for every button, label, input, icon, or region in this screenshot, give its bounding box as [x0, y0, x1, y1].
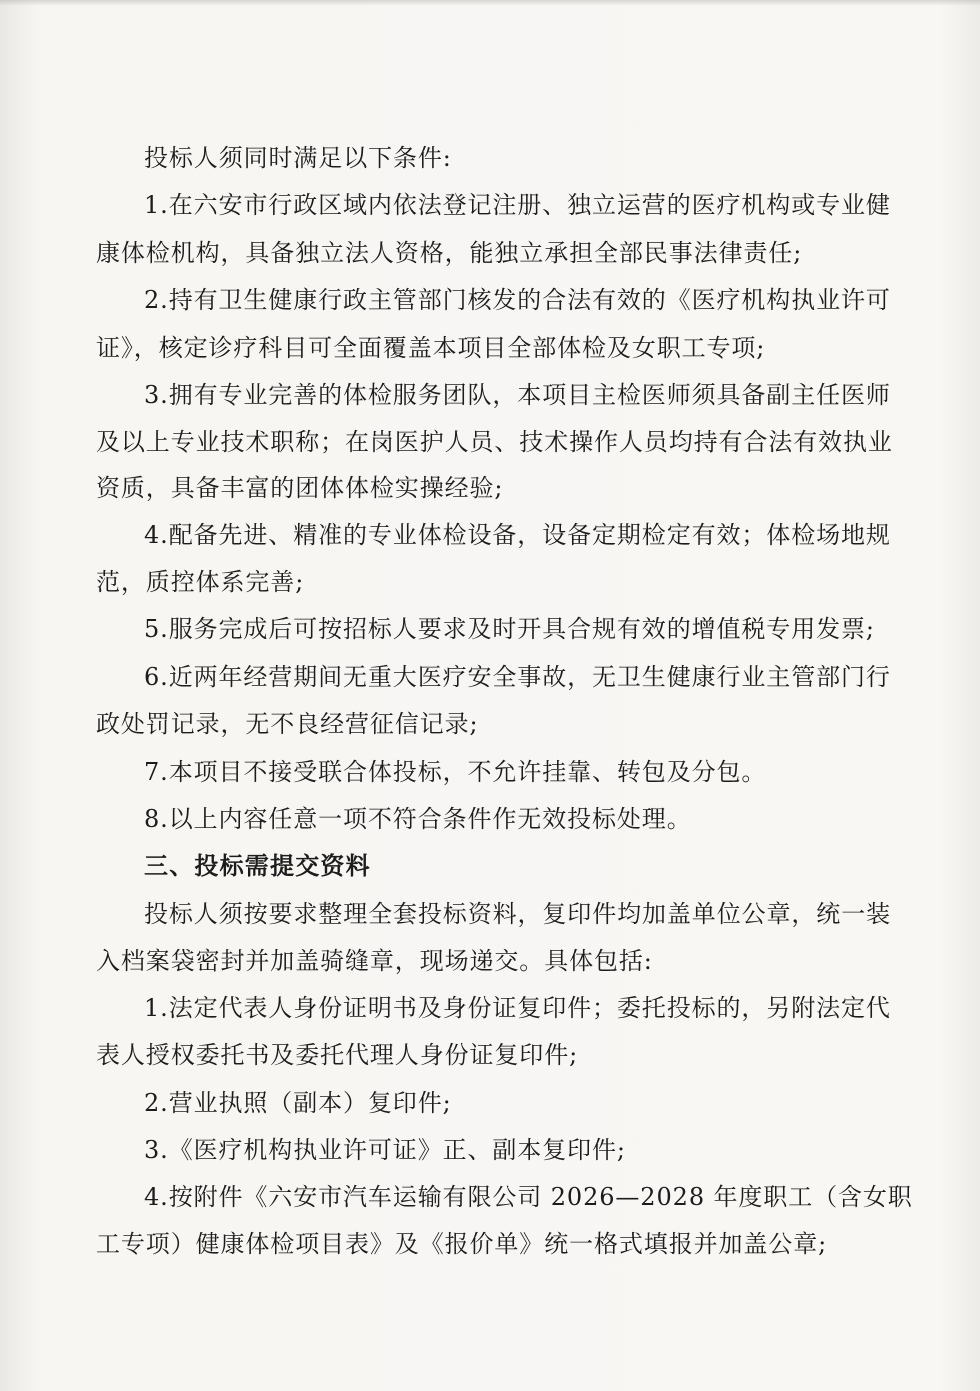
- text-line-item-2: 2.持有卫生健康行政主管部门核发的合法有效的《医疗机构执业许可: [144, 286, 891, 314]
- text-line-item-4: 4.配备先进、精准的专业体检设备，设备定期检定有效；体检场地规: [144, 521, 891, 549]
- text-line-item-7: 7.本项目不接受联合体投标，不允许挂靠、转包及分包。: [144, 758, 767, 786]
- text-line-item-5: 5.服务完成后可按招标人要求及时开具合规有效的增值税专用发票;: [144, 615, 875, 643]
- text-line-doc-4: 4.按附件《六安市汽车运输有限公司 2026—2028 年度职工（含女职: [144, 1183, 913, 1211]
- text-line-item-3: 3.拥有专业完善的体检服务团队，本项目主检医师须具备副主任医师: [144, 381, 891, 409]
- text-line-doc-4-cont: 工专项）健康体检项目表》及《报价单》统一格式填报并加盖公章;: [96, 1230, 828, 1258]
- text-line-section-intro: 投标人须按要求整理全套投标资料，复印件均加盖单位公章，统一装: [144, 900, 891, 928]
- text-line-intro: 投标人须同时满足以下条件:: [144, 144, 452, 172]
- text-line-item-8: 8.以上内容任意一项不符合条件作无效投标处理。: [144, 805, 692, 833]
- text-line-doc-3: 3.《医疗机构执业许可证》正、副本复印件;: [144, 1136, 626, 1164]
- text-line-doc-1: 1.法定代表人身份证明书及身份证复印件；委托投标的，另附法定代: [144, 994, 891, 1022]
- text-line-doc-2: 2.营业执照（副本）复印件;: [144, 1089, 452, 1117]
- text-line-item-3-cont: 及以上专业技术职称；在岗医护人员、技术操作人员均持有合法有效执业: [96, 428, 893, 456]
- text-line-item-4-cont: 范，质控体系完善;: [96, 568, 305, 596]
- text-line-item-1-cont: 康体检机构，具备独立法人资格，能独立承担全部民事法律责任;: [96, 239, 803, 267]
- scan-edge: [0, 0, 980, 6]
- text-line-item-2-cont: 证》，核定诊疗科目可全面覆盖本项目全部体检及女职工专项;: [96, 334, 766, 362]
- text-line-item-6: 6.近两年经营期间无重大医疗安全事故，无卫生健康行业主管部门行: [144, 663, 891, 691]
- text-line-section-intro-cont: 入档案袋密封并加盖骑缝章，现场递交。具体包括:: [96, 947, 653, 975]
- text-line-item-3-cont2: 资质，具备丰富的团体体检实操经验;: [96, 474, 504, 502]
- section-heading: 三、投标需提交资料: [144, 852, 371, 880]
- text-line-item-6-cont: 政处罚记录，无不良经营征信记录;: [96, 710, 479, 738]
- text-line-item-1: 1.在六安市行政区域内依法登记注册、独立运营的医疗机构或专业健: [144, 191, 891, 219]
- text-line-doc-1-cont: 表人授权委托书及委托代理人身份证复印件;: [96, 1041, 579, 1069]
